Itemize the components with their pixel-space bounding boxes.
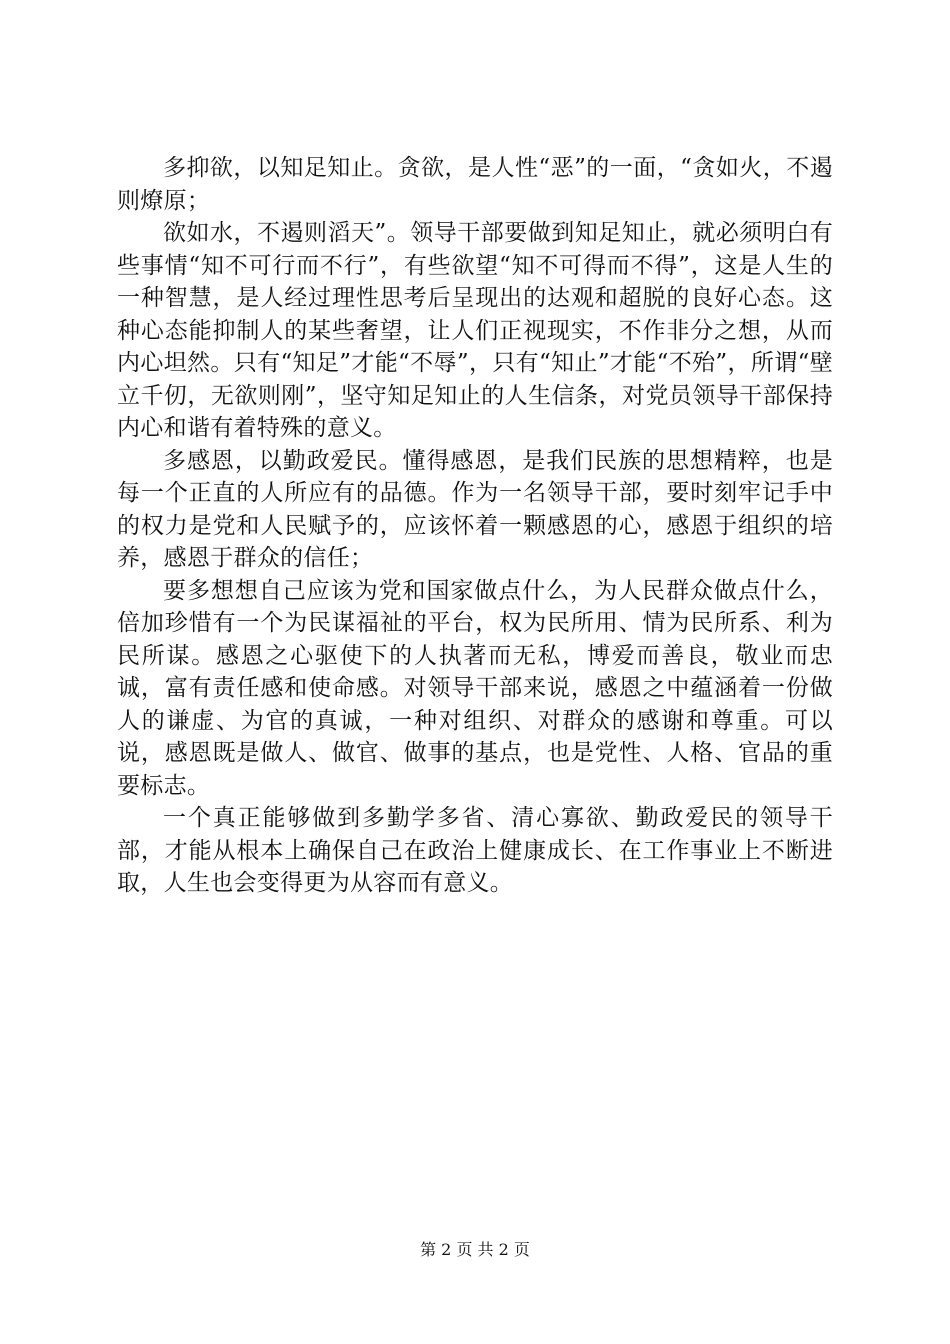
paragraph-3: 多感恩，以勤政爱民。懂得感恩，是我们民族的思想精粹，也是每一个正直的人所应有的品德。作为一名领导干部，要时刻牢记手中的权力是党和人民赋予的，应该怀着一颗感恩的心，感恩于组织的培养，感恩于群众的信任； (117, 447, 833, 571)
page-number-footer: 第 2 页 共 2 页 (420, 1240, 530, 1259)
paragraph-1: 多抑欲，以知足知止。贪欲，是人性“恶”的一面，“贪如火，不遏则燎原； (117, 155, 833, 214)
body-text (117, 152, 833, 900)
paragraph-4: 要多想想自己应该为党和国家做点什么，为人民群众做点什么，倍加珍惜有一个为民谋福祉的平台，权为民所用、情为民所系、利为民所谋。感恩之心驱使下的人执著而无私，博爱而善良，敬业而忠诚，富有责任感和使命感。对领导干部来说，感恩之中蕴涵着一份做人的谦虚、为官的真诚，一种对组织、对群众的感谢和尊重。可以说，感恩既是做人、做官、做事的基点，也是党性、人格、官品的重要标志。 (117, 577, 833, 799)
paragraph-2: 欲如水，不遏则滔天”。领导干部要做到知足知止，就必须明白有些事情“知不可行而不行”，有些欲望“知不可得而不得”，这是人生的一种智慧，是人经过理性思考后呈现出的达观和超脱的良好心态。这种心态能抑制人的某些奢望，让人们正视现实，不作非分之想，从而内心坦然。只有“知足”才能“不辱”，只有“知止”才能“不殆”，所谓“壁立千仞，无欲则刚”，坚守知足知止的人生信条，对党员领导干部保持内心和谐有着特殊的意义。 (117, 220, 833, 441)
paragraph-5: 一个真正能够做到多勤学多省、清心寡欲、勤政爱民的领导干部，才能从根本上确保自己在政治上健康成长、在工作事业上不断进取，人生也会变得更为从容而有意义。 (117, 805, 833, 896)
